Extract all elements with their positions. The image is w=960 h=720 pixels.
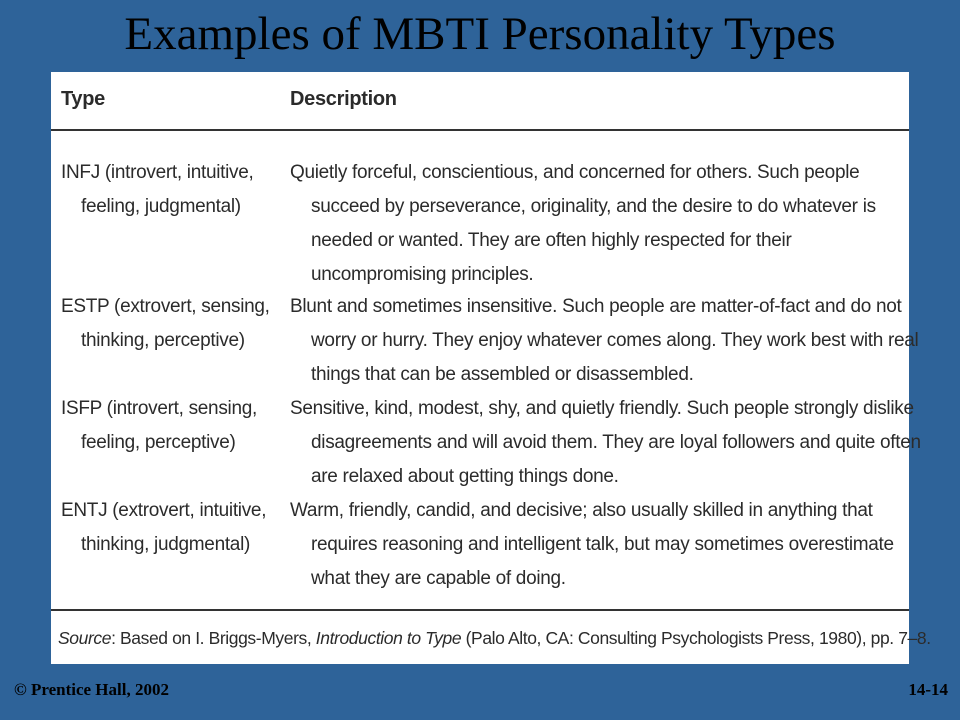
type-cell: INFJ (introvert, intuitive, feeling, judgmental)	[61, 162, 254, 217]
type-cell: ESTP (extrovert, sensing, thinking, perceptive)	[61, 296, 270, 351]
slide-number: 14-14	[908, 680, 948, 699]
description-cell: Sensitive, kind, modest, shy, and quietly friendly. Such people strongly dislike disagreements and will avoid them. They are loyal followers and quite often are relaxed about getting things done.	[290, 398, 921, 487]
slide-title: Examples of MBTI Personality Types	[124, 8, 836, 60]
source-citation	[58, 625, 931, 651]
column-header-description: Description	[290, 88, 397, 110]
source-book-title: Introduction to Type	[315, 628, 462, 648]
column-header-type: Type	[61, 88, 105, 110]
type-cell: ENTJ (extrovert, intuitive, thinking, judgmental)	[61, 500, 267, 555]
description-cell: Quietly forceful, conscientious, and concerned for others. Such people succeed by perseverance, originality, and the desire to do whatever is needed or wanted. They are often highly respected for their uncompromising principles.	[290, 162, 876, 285]
header-divider	[51, 129, 909, 131]
source-divider	[51, 609, 909, 611]
source-text-after: (Palo Alto, CA: Consulting Psychologists Press, 1980), pp. 7–8.	[461, 628, 931, 648]
type-cell: ISFP (introvert, sensing, feeling, perceptive)	[61, 398, 257, 453]
mbti-table-panel	[51, 72, 931, 664]
source-text-before: : Based on I. Briggs-Myers,	[111, 628, 316, 648]
description-cell: Blunt and sometimes insensitive. Such people are matter-of-fact and do not worry or hurry. They enjoy whatever comes along. They work best with real things that can be assembled or disassembled.	[290, 296, 919, 385]
description-cell: Warm, friendly, candid, and decisive; also usually skilled in anything that requires reasoning and intelligent talk, but may sometimes overestimate what they are capable of doing.	[290, 500, 894, 589]
copyright-notice: © Prentice Hall, 2002	[14, 680, 169, 699]
source-label: Source	[58, 628, 112, 648]
